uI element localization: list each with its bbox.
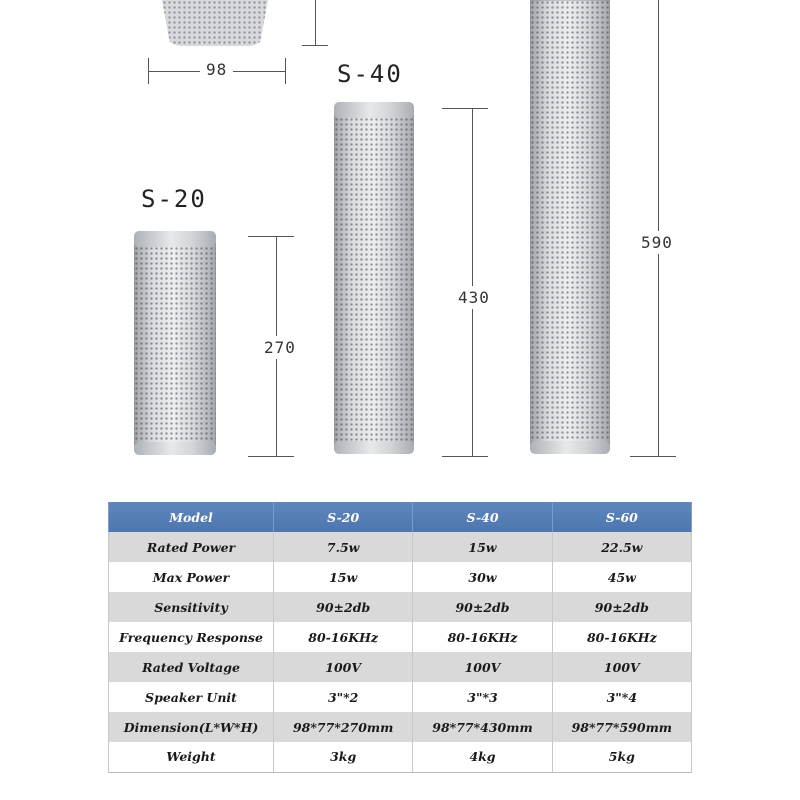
cell-s20: 90±2db — [274, 592, 413, 622]
cell-s40: 100V — [413, 652, 552, 682]
row-label: Speaker Unit — [109, 682, 274, 712]
header-s20: S-20 — [274, 502, 413, 532]
dim-s40-height-label: 430 — [458, 288, 490, 307]
dim-s60-height-label: 590 — [641, 233, 673, 252]
table-row — [109, 592, 692, 622]
dim-s60-bottom-tick — [630, 456, 676, 457]
speaker-s20-top-cap — [134, 231, 216, 247]
spec-table — [108, 502, 692, 773]
cell-s20: 3kg — [274, 742, 413, 772]
cell-s40: 80-16KHz — [413, 622, 552, 652]
dim-s40-top-tick — [442, 108, 488, 109]
row-label: Rated Voltage — [109, 652, 274, 682]
cell-s60: 3"*4 — [552, 682, 691, 712]
header-s40: S-40 — [413, 502, 552, 532]
cell-s40: 4kg — [413, 742, 552, 772]
speaker-s20-image — [134, 231, 216, 455]
cell-s20: 15w — [274, 562, 413, 592]
row-label: Sensitivity — [109, 592, 274, 622]
cell-s60: 22.5w — [552, 532, 691, 562]
row-label: Rated Power — [109, 532, 274, 562]
dim-tick-top — [302, 45, 328, 46]
cell-s20: 3"*2 — [274, 682, 413, 712]
cell-s40: 98*77*430mm — [413, 712, 552, 742]
cell-s60: 5kg — [552, 742, 691, 772]
table-row — [109, 622, 692, 652]
cell-s60: 98*77*590mm — [552, 712, 691, 742]
header-s60: S-60 — [552, 502, 691, 532]
dim-s60-line — [658, 0, 659, 456]
cell-s40: 15w — [413, 532, 552, 562]
speaker-s40-bottom-cap — [334, 441, 414, 454]
cell-s60: 45w — [552, 562, 691, 592]
row-label: Dimension(L*W*H) — [109, 712, 274, 742]
row-label: Max Power — [109, 562, 274, 592]
cell-s20: 80-16KHz — [274, 622, 413, 652]
speaker-s60-bottom-cap — [530, 441, 610, 454]
speaker-s40-top-cap — [334, 102, 414, 118]
cell-s40: 30w — [413, 562, 552, 592]
cell-s40: 90±2db — [413, 592, 552, 622]
row-label: Weight — [109, 742, 274, 772]
cell-s60: 90±2db — [552, 592, 691, 622]
table-row — [109, 652, 692, 682]
table-row — [109, 712, 692, 742]
cell-s20: 7.5w — [274, 532, 413, 562]
model-label-s40: S-40 — [337, 60, 403, 88]
dim-width-label: 98 — [200, 60, 233, 79]
table-header-row — [109, 502, 692, 532]
speaker-s40-image — [334, 102, 414, 454]
dim-s40-bottom-tick — [442, 456, 488, 457]
table-row — [109, 562, 692, 592]
cell-s40: 3"*3 — [413, 682, 552, 712]
speaker-top-image — [162, 0, 268, 46]
cell-s60: 80-16KHz — [552, 622, 691, 652]
cell-s20: 98*77*270mm — [274, 712, 413, 742]
row-label: Frequency Response — [109, 622, 274, 652]
speaker-s20-bottom-cap — [134, 442, 216, 455]
table-row — [109, 742, 692, 772]
dim-s20-bottom-tick — [248, 456, 294, 457]
table-row — [109, 532, 692, 562]
cell-s60: 100V — [552, 652, 691, 682]
dim-line-top — [315, 0, 316, 45]
header-model: Model — [109, 502, 274, 532]
table-row — [109, 682, 692, 712]
model-label-s20: S-20 — [141, 185, 207, 213]
dim-s20-height-label: 270 — [264, 338, 296, 357]
dim-s40-line — [472, 108, 473, 456]
speaker-s60-image — [530, 0, 610, 454]
cell-s20: 100V — [274, 652, 413, 682]
dim-s20-top-tick — [248, 236, 294, 237]
